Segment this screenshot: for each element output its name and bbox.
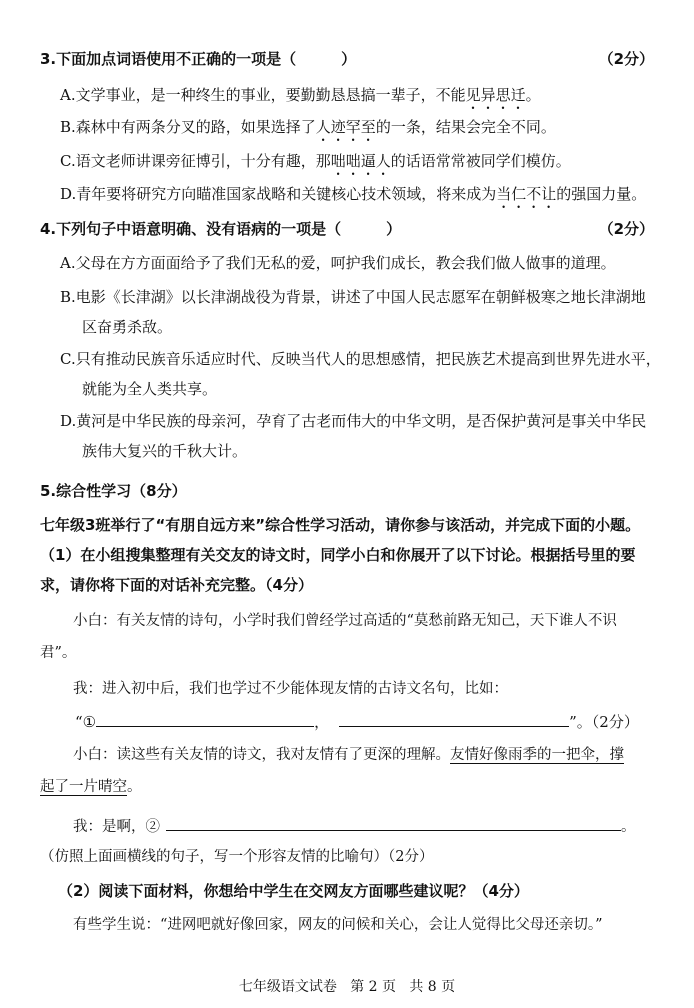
q4-option-d-line2: 族伟大复兴的千秋大计。 [82, 442, 248, 460]
me-line1: 我：进入初中后，我们也学过不少能体现友情的古诗文名句，比如： [73, 681, 508, 697]
xiaobai2-line2 [40, 776, 142, 798]
q4-option-c-line1: C.只有推动民族音乐适应时代、反映当代人的思想感情，把民族艺术提高到世界先进水平， [60, 350, 661, 368]
q3-option-c [60, 150, 571, 179]
footer-page-number: 第 2 页 [350, 979, 396, 995]
me-line2 [73, 814, 636, 838]
xiaobai2-underlined-1: 友情好像雨季的一把伞，撑 [450, 747, 624, 763]
q4-option-d-line1: D.黄河是中华民族的母亲河，孕育了古老而伟大的中华文明，是否保护黄河是事关中华民 [60, 412, 647, 430]
blank-close: ”。（2分） [569, 713, 639, 731]
q3-d-dotted: 当仁不让 [496, 185, 557, 203]
q3-b-end: 的一条，结果会完全不同。 [375, 118, 556, 136]
answer-blank-1b[interactable] [339, 710, 569, 727]
q4-title: 4.下列句子中语意明确、没有语病的一项是（ ） [40, 220, 402, 238]
q5-hint: （仿照上面画横线的句子，写一个形容友情的比喻句）（2分） [40, 849, 434, 865]
xiaobai2-text: 小白：读这些有关友情的诗文，我对友情有了更深的理解。 [73, 747, 450, 763]
q5-material: 有些学生说：“进网吧就好像回家，网友的问候和关心，会让人觉得比父母还亲切。” [73, 917, 603, 933]
q3-d-text: D.青年要将研究方向瞄准国家战略和关键核心技术领域，将来成为 [60, 185, 497, 203]
xiaobai2-line1 [73, 744, 624, 766]
q3-d-end: 的强国力量。 [556, 185, 647, 203]
q3-b-text: B.森林中有两条分叉的路，如果选择了 [60, 118, 316, 136]
q3-title: 3.下面加点词语使用不正确的一项是（ ） [40, 50, 357, 68]
q3-a-dotted: 见异思迁 [465, 86, 526, 104]
me2-end: 。 [621, 819, 636, 835]
xiaobai2-underlined-2: 起了一片晴空 [40, 779, 127, 795]
q5-part1-line2: 求，请你将下面的对话补充完整。（4分） [40, 576, 313, 594]
q5-title: 5.综合性学习（8分） [40, 482, 187, 500]
blank-comma: ， [314, 713, 330, 731]
q3-option-d [60, 183, 646, 212]
answer-blank-2[interactable] [166, 814, 621, 831]
page-footer [0, 976, 694, 996]
q4-option-c-line2: 就能为全人类共享。 [82, 380, 218, 398]
q3-c-dotted: 咄咄逼人 [330, 152, 391, 170]
xiaobai-line1: 小白：有关友情的诗句，小学时我们曾经学过高适的“莫愁前路无知己，天下谁人不识 [73, 613, 617, 629]
blank-open-quote: “① [75, 713, 97, 731]
q5-part1-line1: （1）在小组搜集整理有关交友的诗文时，同学小白和你展开了以下讨论。根据括号里的要 [40, 546, 636, 564]
q3-option-a [60, 84, 541, 113]
q5-intro: 七年级3班举行了“有朋自远方来”综合性学习活动，请你参与该活动，并完成下面的小题。 [40, 516, 641, 534]
q4-option-b-line2: 区奋勇杀敌。 [82, 318, 173, 336]
q4-option-a: A.父母在方方面面给予了我们无私的爱，呵护我们成长，教会我们做人做事的道理。 [60, 254, 616, 272]
q3-a-end: 。 [525, 86, 541, 104]
q4-option-b-line1: B.电影《长津湖》以长津湖战役为背景，讲述了中国人民志愿军在朝鲜极寒之地长津湖地 [60, 288, 646, 306]
footer-exam-name: 七年级语文试卷 [238, 979, 337, 995]
q3-score: （2分） [598, 50, 654, 68]
q3-b-dotted: 人迹罕至 [315, 118, 376, 136]
q3-c-end: 的话语常常被同学们模仿。 [390, 152, 571, 170]
answer-blank-1a[interactable] [96, 710, 314, 727]
q5-part2: （2）阅读下面材料，你想给中学生在交网友方面哪些建议呢？（4分） [58, 882, 529, 900]
q3-c-text: C.语文老师讲课旁征博引，十分有趣，那 [60, 152, 331, 170]
me2-text: 我：是啊，② [73, 819, 160, 835]
q3-option-b [60, 116, 556, 145]
footer-total-pages: 共 8 页 [409, 979, 456, 995]
xiaobai-line2: 君”。 [40, 645, 77, 661]
blank-row-1 [75, 710, 639, 733]
q4-score: （2分） [598, 220, 654, 238]
q3-a-text: A.文学事业，是一种终生的事业，要勤勤恳恳搞一辈子，不能 [60, 86, 466, 104]
xiaobai2-end: 。 [127, 779, 142, 795]
